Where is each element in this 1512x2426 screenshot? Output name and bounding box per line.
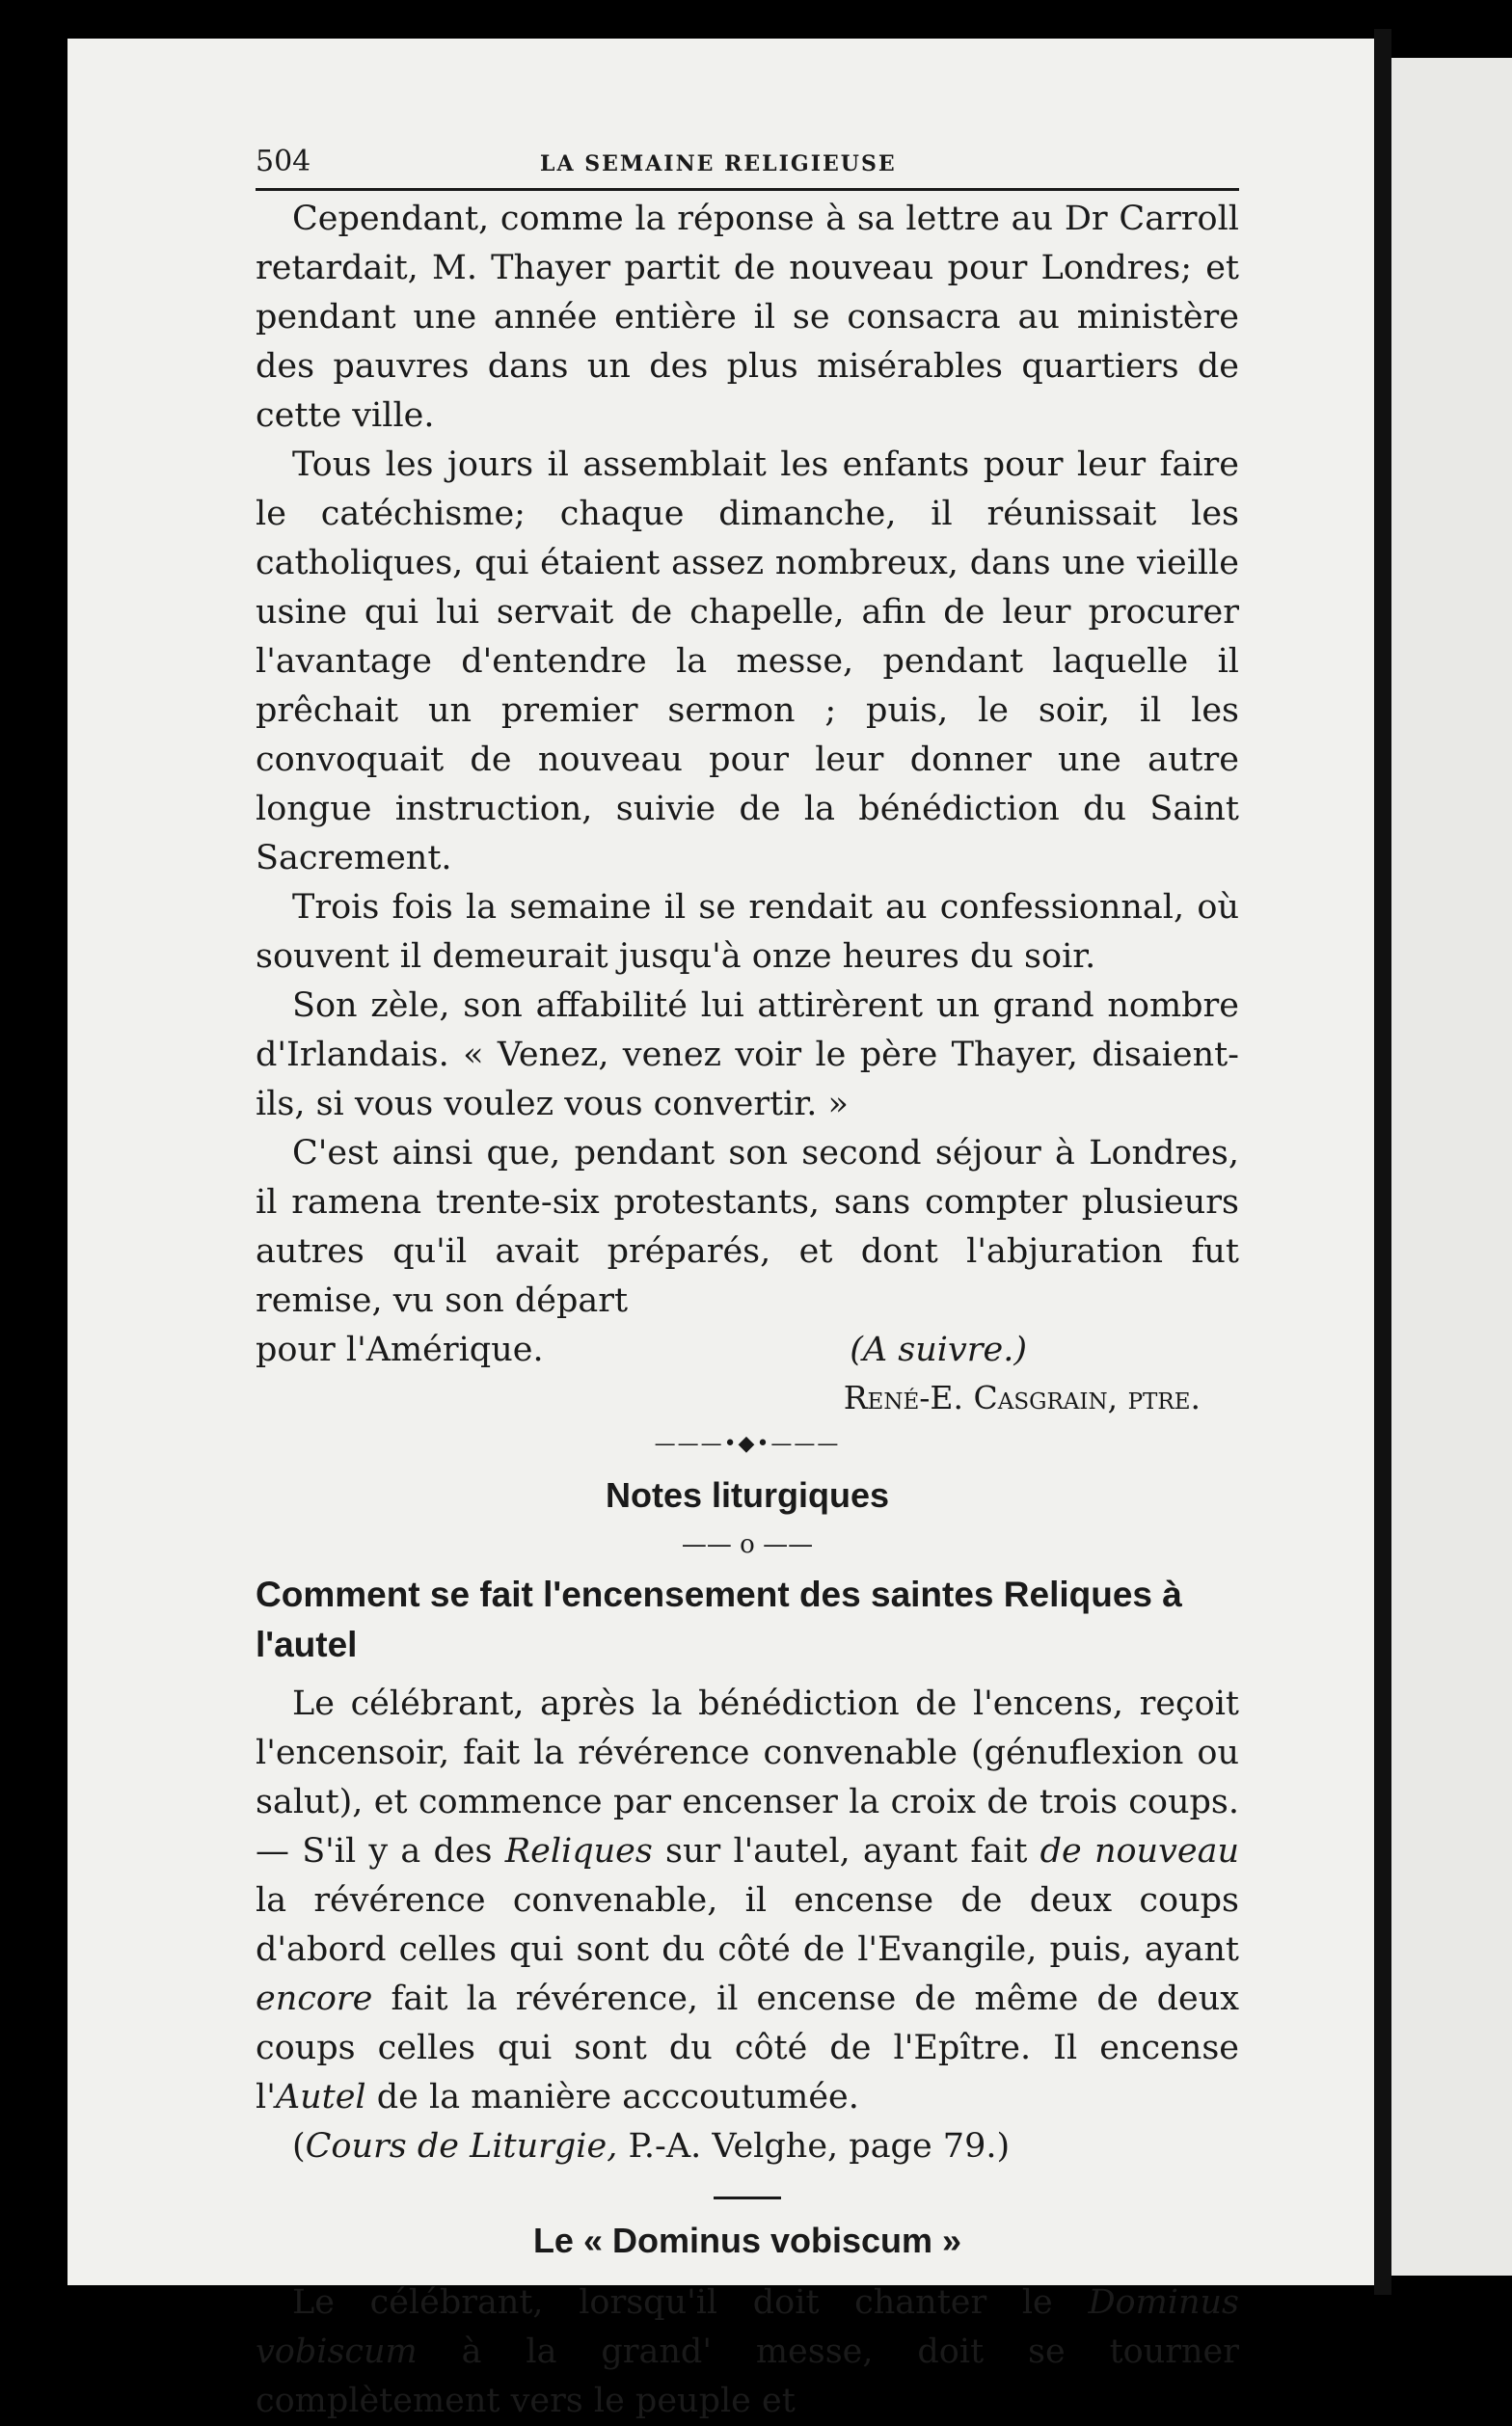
paragraph: Cependant, comme la réponse à sa lettre au Dr Carroll retardait, M. Thayer partit de nouveau pour Londres; et pendant une année entière il se consacra au ministère des pauvres dans un des plus misérables quartiers de cette ville. bbox=[256, 200, 1239, 435]
paragraph: Tous les jours il assemblait les enfants pour leur faire le catéchisme; chaque dimanche, il réunissait les catholiques, qui étaient assez nombreux, dans une vieille usine qui lui servait de chapelle, afin de leur procurer l'avantage d'entendre la messe, pendant laquelle il prêchait un premier sermon ; puis, le soir, il les convoquait de nouveau pour leur donner une autre longue instruction, suivie de la bénédiction du Saint Sacrement. bbox=[256, 445, 1239, 877]
paragraph: Son zèle, son affabilité lui attirèrent un grand nombre d'Irlandais. « Venez, venez voir le père Thayer, disaient-ils, si vous voulez vous convertir. » bbox=[256, 986, 1239, 1123]
italic-run: Dominus vobiscum bbox=[256, 2283, 1239, 2371]
text-run: fait la révérence, il encense de même de deux coups celles qui sont du côté de l'Epître. Il encense l' bbox=[256, 1980, 1239, 2116]
small-divider: —— o —— bbox=[681, 1530, 814, 1559]
italic-run: de nouveau bbox=[1040, 1832, 1239, 1871]
paragraph: Trois fois la semaine il se rendait au confessionnal, où souvent il demeurait jusqu'à onze heures du soir. bbox=[256, 888, 1239, 976]
closing-text: pour l'Amérique. bbox=[256, 1331, 544, 1369]
adjacent-page-edge bbox=[1391, 58, 1512, 2276]
text-run: Le célébrant, lorsqu'il doit chanter le bbox=[292, 2283, 1053, 2322]
paragraph bbox=[256, 1680, 1239, 2122]
section-divider: ———•◆•——— bbox=[654, 1432, 841, 1456]
running-header bbox=[256, 145, 1239, 191]
text-run: sur l'autel, ayant fait bbox=[665, 1832, 1028, 1871]
journal-title: LA SEMAINE RELIGIEUSE bbox=[540, 151, 897, 176]
section-title: Notes liturgiques bbox=[605, 1475, 890, 1515]
text-run: ( bbox=[292, 2127, 306, 2166]
text-run: P.-A. Velghe, page 79.) bbox=[628, 2127, 1011, 2166]
text-run: Le célébrant, après la bénédiction de l'encens, reçoit l'encensoir, fait la révérence convenable (génuflexion ou salut), et commence par encenser la croix de trois coups. — S'il y a des bbox=[256, 1685, 1239, 1871]
italic-run: Cours de Liturgie, bbox=[305, 2127, 618, 2166]
page-gutter bbox=[1374, 29, 1391, 2295]
text-run: de la manière acccoutumée. bbox=[376, 2078, 859, 2116]
closing-line bbox=[256, 1326, 1239, 1375]
paragraph bbox=[256, 2278, 1239, 2426]
source-citation bbox=[256, 2122, 1239, 2171]
paragraph: C'est ainsi que, pendant son second séjour à Londres, il ramena trente-six protestants, sans compter plusieurs autres qu'il avait préparés, et dont l'abjuration fut remise, vu son départ bbox=[256, 1134, 1239, 1320]
short-rule bbox=[714, 2197, 781, 2199]
article-title: Le « Dominus vobiscum » bbox=[532, 2221, 962, 2260]
italic-run: encore bbox=[256, 1980, 373, 2018]
text-run: à la grand' messe, doit se tourner complètement vers le peuple et bbox=[256, 2332, 1239, 2420]
to-follow-note: (A suivre.) bbox=[850, 1331, 1027, 1369]
italic-run: Reliques bbox=[504, 1832, 653, 1871]
italic-run: Autel bbox=[275, 2078, 366, 2116]
text-run: la révérence convenable, il encense de deux coups d'abord celles qui sont du côté de l'Evangile, puis, ayant bbox=[256, 1881, 1239, 1969]
article-title: Comment se fait l'encensement des saintes Reliques à l'autel bbox=[256, 1575, 1182, 1664]
page-content bbox=[256, 145, 1239, 2426]
author-signature: René-E. Casgrain, ptre. bbox=[843, 1379, 1201, 1416]
page-number: 504 bbox=[256, 145, 311, 178]
